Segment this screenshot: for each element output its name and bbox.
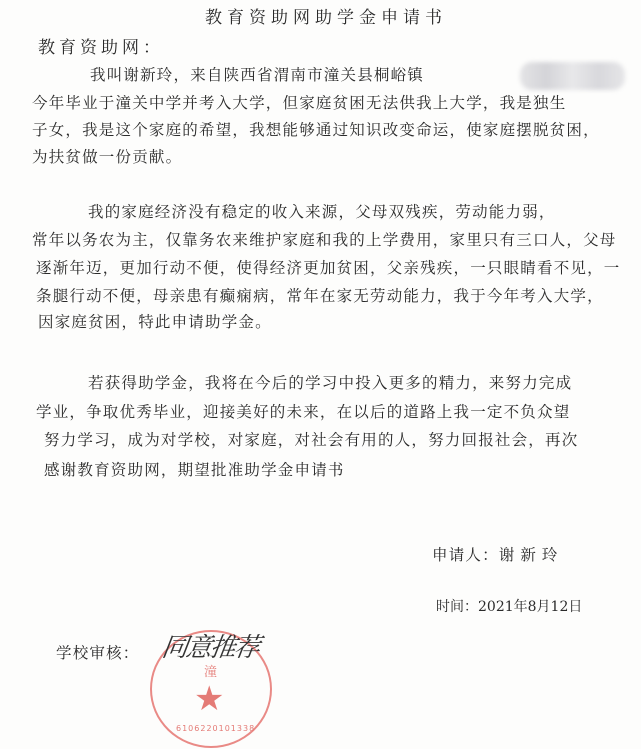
text-line: 为扶贫做一份贡献。 (32, 148, 183, 166)
text-line: 逐渐年迈，更加行动不便，使得经济更加贫困，父亲残疾，一只眼睛看不见，一 (36, 259, 621, 277)
date-line (436, 597, 582, 617)
date-value: 2021年8月12日 (478, 599, 583, 615)
text-line: 常年以务农为主，仅靠务农来维护家庭和我的上学费用，家里只有三口人，父母 (32, 231, 617, 249)
text-line: 努力学习，成为对学校，对家庭，对社会有用的人，努力回报社会，再次 (44, 431, 579, 449)
text-line: 条腿行动不便，母亲患有癫痫病，常年在家无劳动能力，我于今年考入大学， (36, 287, 604, 305)
text-line: 若获得助学金，我将在今后的学习中投入更多的精力，来努力完成 (88, 374, 573, 392)
applicant (432, 545, 563, 565)
text-line: 我叫谢新玲，来自陕西省渭南市潼关县桐峪镇 (90, 66, 425, 84)
salutation: 教育资助网： (38, 38, 164, 58)
applicant-name: 谢新玲 (498, 546, 564, 564)
school-review-label: 学校审核： (56, 644, 140, 662)
text-line: 今年毕业于潼关中学并考入大学，但家庭贫困无法供我上大学，我是独生 (32, 94, 567, 112)
text-line: 子女，我是这个家庭的希望，我想能够通过知识改变命运，使家庭摆脱贫困， (32, 121, 600, 139)
redacted-blur (520, 62, 625, 90)
document-title: 教育资助网助学金申请书 (205, 8, 447, 28)
star-icon: ★ (194, 679, 225, 719)
date-label: 时间： (436, 599, 478, 615)
stamp-center-text: 潼 (204, 665, 218, 680)
applicant-label: 申请人： (432, 546, 499, 564)
text-line: 因家庭贫困，特此申请助学金。 (38, 313, 272, 331)
review-signature: 同意推荐 (159, 633, 261, 663)
text-line: 我的家庭经济没有稳定的收入来源，父母双残疾，劳动能力弱， (88, 203, 556, 221)
stamp-number: 6106220101338 (176, 724, 256, 733)
text-line: 学业，争取优秀毕业，迎接美好的未来，在以后的道路上我一定不负众望 (36, 403, 571, 421)
text-line: 感谢教育资助网，期望批准助学金申请书 (44, 461, 345, 479)
